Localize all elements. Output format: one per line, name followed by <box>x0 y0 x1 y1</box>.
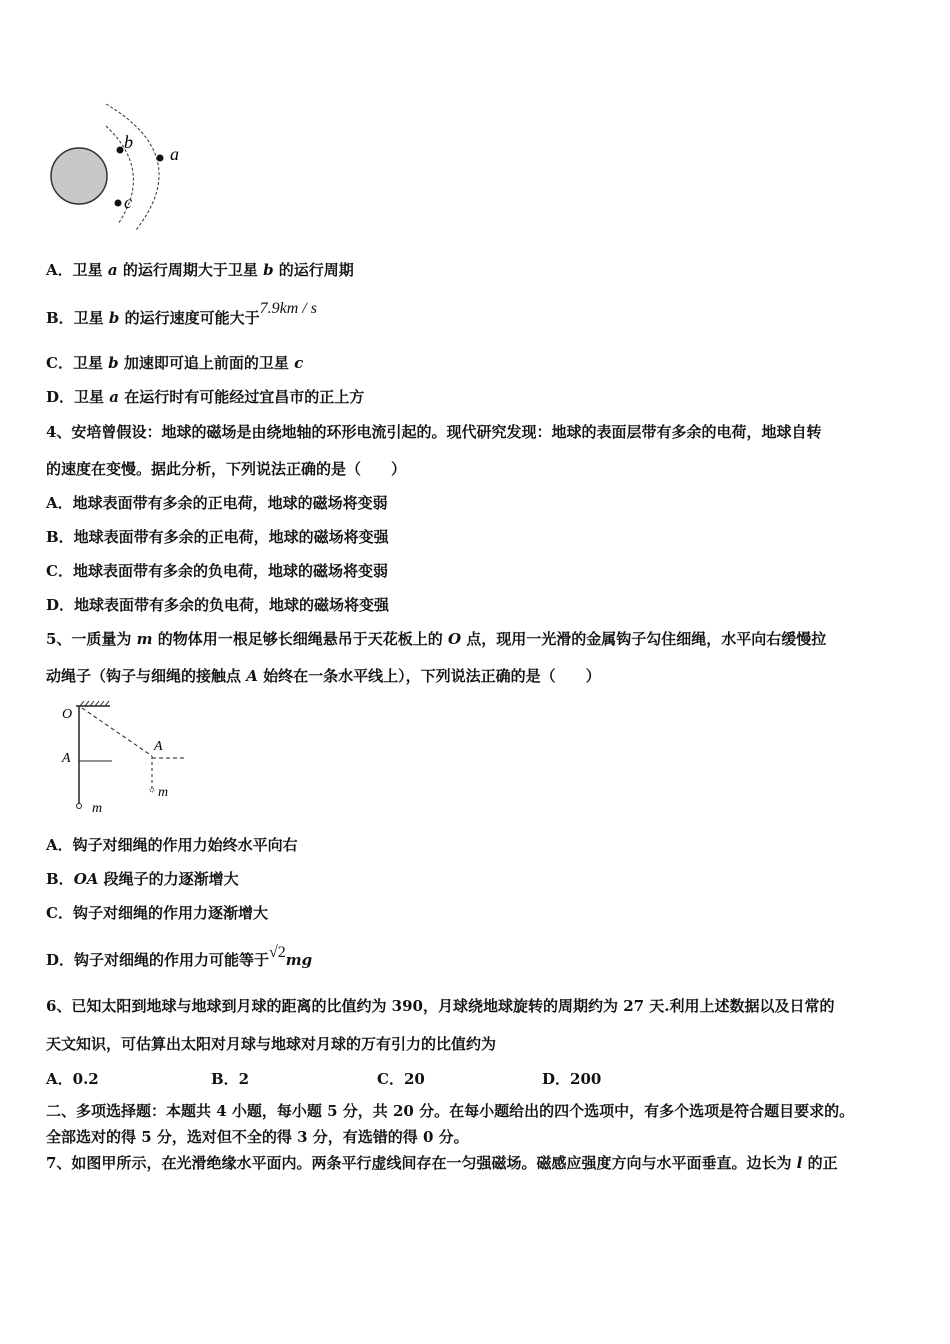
q6-option-b: B．2 <box>211 1070 250 1088</box>
sqrt-two: √2 <box>269 944 286 961</box>
label-a: a <box>170 144 179 164</box>
mass-right <box>150 788 154 792</box>
label-o: O <box>62 707 73 722</box>
orbit-outer <box>106 104 159 230</box>
q4-stem-line1: 4、安培曾假设：地球的磁场是由绕地轴的环形电流引起的。现代研究发现：地球的表面层带有多余的电荷，地球自转 <box>46 423 822 441</box>
label-c: c <box>124 192 132 212</box>
dashed-rope-diagonal <box>82 708 152 756</box>
q6-stem-line2: 天文知识，可估算出太阳对月球与地球对月球的万有引力的比值约为 <box>46 1035 497 1053</box>
section2-line1: 二、多项选择题：本题共 4 小题，每小题 5 分，共 20 分。在每小题给出的四个选项中，有多个选项是符合题目要求的。 <box>46 1102 855 1120</box>
q5-option-a: A．钩子对细绳的作用力始终水平向右 <box>46 836 298 854</box>
q4-option-d: D．地球表面带有多余的负电荷，地球的磁场将变强 <box>46 596 390 614</box>
q5-option-d: D．钩子对细绳的作用力可能等于√2mg <box>46 944 313 969</box>
label-m-right: m <box>158 785 169 800</box>
q6-option-a: A．0.2 <box>46 1070 99 1088</box>
mass-left <box>77 804 82 809</box>
satellite-b <box>117 147 124 154</box>
q6-stem-line1: 6、已知太阳到地球与地球到月球的距离的比值约为 390，月球绕地球旋转的周期约为 27 天.利用上述数据以及日常的 <box>46 997 835 1015</box>
q3-option-c: C．卫星 b 加速即可追上前面的卫星 c <box>46 354 304 372</box>
label-m-left: m <box>92 801 103 816</box>
satellite-c <box>115 200 122 207</box>
section2-line2: 全部选对的得 5 分，选对但不全的得 3 分，有选错的得 0 分。 <box>46 1128 469 1146</box>
speed-formula: 7.9km / s <box>259 300 317 317</box>
q5-option-c: C．钩子对细绳的作用力逐渐增大 <box>46 904 268 922</box>
q5-option-b: B．OA 段绳子的力逐渐增大 <box>46 870 239 888</box>
q7-stem-line1: 7、如图甲所示，在光滑绝缘水平面内。两条平行虚线间存在一匀强磁场。磁感应强度方向与水平面垂直。边长为 l 的正 <box>46 1154 838 1172</box>
label-a-left: A <box>62 751 71 766</box>
q4-stem-line2: 的速度在变慢。据此分析，下列说法正确的是（ ） <box>46 460 407 478</box>
label-a-right: A <box>154 739 163 754</box>
orbit-figure <box>44 96 204 236</box>
q3-option-a: A．卫星 a 的运行周期大于卫星 b 的运行周期 <box>46 261 354 279</box>
q5-stem-line1: 5、一质量为 m 的物体用一根足够长细绳悬吊于天花板上的 O 点，现用一光滑的金属钩子勾住细绳，水平向右缓慢拉 <box>46 630 827 648</box>
q4-option-b: B．地球表面带有多余的正电荷，地球的磁场将变强 <box>46 528 389 546</box>
q3-option-d: D．卫星 a 在运行时有可能经过宜昌市的正上方 <box>46 388 365 406</box>
q6-option-d: D．200 <box>542 1070 602 1088</box>
q4-option-a: A．地球表面带有多余的正电荷，地球的磁场将变弱 <box>46 494 388 512</box>
q4-option-c: C．地球表面带有多余的负电荷，地球的磁场将变弱 <box>46 562 388 580</box>
earth-circle <box>51 148 107 204</box>
q6-option-c: C．20 <box>377 1070 425 1088</box>
satellite-a <box>157 155 164 162</box>
label-b: b <box>124 132 133 152</box>
rope-hook-figure <box>54 698 204 818</box>
q5-stem-line2: 动绳子（钩子与细绳的接触点 A 始终在一条水平线上），下列说法正确的是（ ） <box>46 667 601 685</box>
q3-option-b: B．卫星 b 的运行速度可能大于7.9km / s <box>46 300 317 327</box>
